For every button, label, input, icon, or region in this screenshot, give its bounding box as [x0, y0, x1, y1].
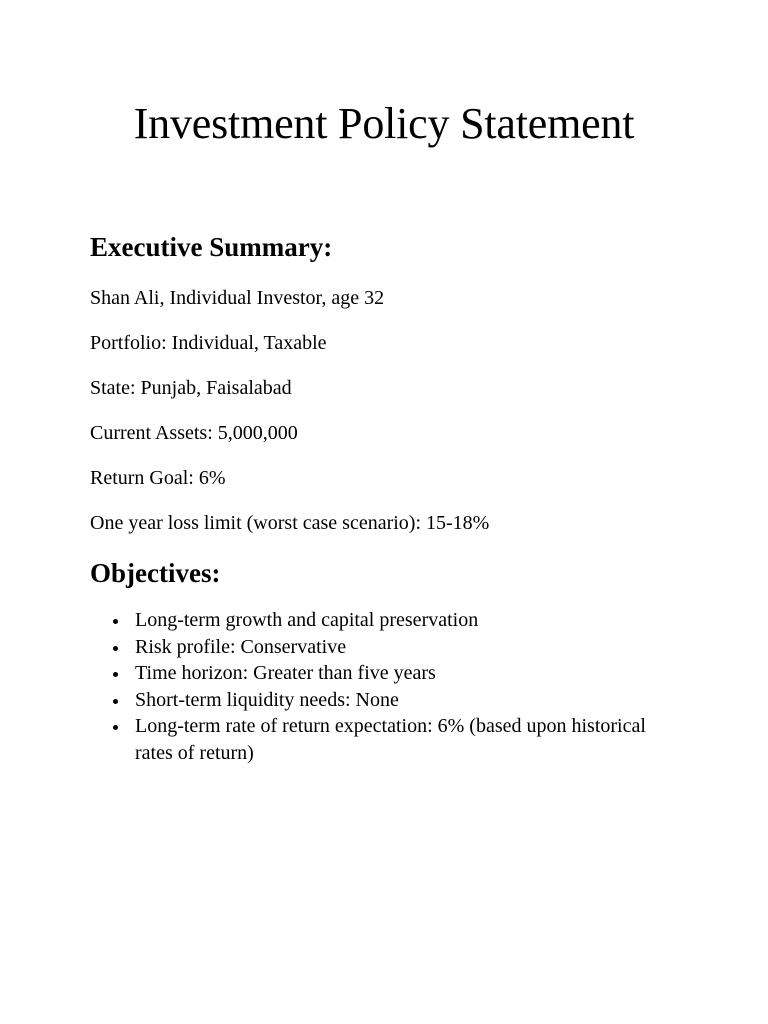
bullet-icon [113, 646, 118, 651]
objectives-heading: Objectives: [90, 558, 221, 588]
objective-text: Risk profile: Conservative [135, 635, 347, 658]
bullet-icon [113, 619, 118, 624]
list-item [90, 634, 650, 661]
list-item [90, 687, 650, 714]
bullet-icon [113, 699, 118, 704]
loss-limit-line: One year loss limit (worst case scenario): 15-18% [90, 512, 490, 534]
bullet-icon [113, 725, 118, 730]
current-assets-line: Current Assets: 5,000,000 [90, 422, 298, 444]
document-title: Investment Policy Statement [133, 99, 635, 148]
list-item [90, 607, 650, 634]
objective-text: Long-term growth and capital preservation [135, 609, 479, 631]
objective-text: Long-term rate of return expectation: 6% (based upon historical rates of return) [135, 715, 646, 764]
objective-text: Time horizon: Greater than five years [135, 662, 436, 684]
executive-summary-heading: Executive Summary: [90, 232, 333, 262]
objective-text: Short-term liquidity needs: None [135, 688, 399, 711]
state-line: State: Punjab, Faisalabad [90, 377, 292, 399]
objectives-list [90, 607, 650, 766]
return-goal-line: Return Goal: 6% [90, 467, 226, 489]
portfolio-line: Portfolio: Individual, Taxable [90, 332, 327, 354]
list-item [90, 660, 650, 687]
investor-info-line: Shan Ali, Individual Investor, age 32 [90, 287, 385, 309]
list-item [90, 713, 650, 766]
bullet-icon [113, 672, 118, 677]
